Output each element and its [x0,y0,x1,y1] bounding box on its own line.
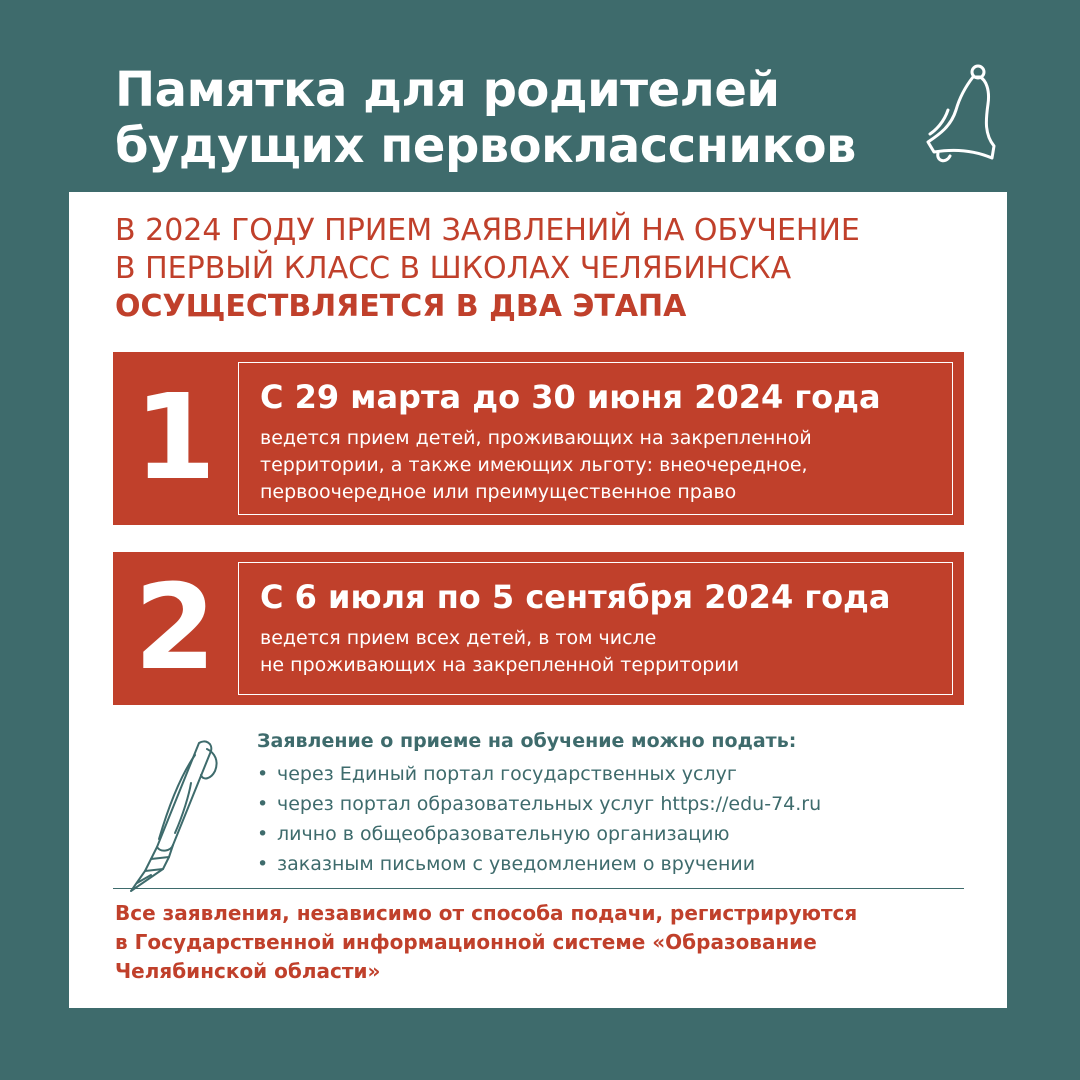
list-item [257,849,821,879]
intro-line-2: В ПЕРВЫЙ КЛАСС В ШКОЛАХ ЧЕЛЯБИНСКА [115,251,792,286]
info-card [69,192,1007,1008]
bullet: • [257,763,269,785]
stage-1-block [113,352,964,525]
bullet: • [257,823,269,845]
page-title [115,62,856,174]
stage-2-date: С 6 июля по 5 сентября 2024 года [260,578,891,616]
footer-line: Челябинской области» [115,959,381,983]
stage-1-desc-line: территории, а также имеющих льготу: внеочередное, [260,454,808,476]
intro-text [115,212,860,326]
list-item-text: через Единый портал государственных услуг [277,763,737,785]
stage-1-box [238,362,953,515]
stage-2-box [238,562,953,695]
apply-title: Заявление о приеме на обучение можно подать: [257,730,797,752]
intro-line-1: В 2024 ГОДУ ПРИЕМ ЗАЯВЛЕНИЙ НА ОБУЧЕНИЕ [115,213,860,248]
stage-2-desc-line: не проживающих на закрепленной территории [260,654,739,676]
bullet: • [257,853,269,875]
stage-1-description [260,425,812,506]
footer-note [115,899,857,986]
bell-icon [918,60,1000,166]
list-item-text: лично в общеобразовательную организацию [277,823,730,845]
fountain-pen-icon [111,735,231,893]
intro-line-3: ОСУЩЕСТВЛЯЕТСЯ В ДВА ЭТАПА [115,289,687,324]
list-item [257,819,821,849]
list-item [257,759,821,789]
list-item [257,789,821,819]
stage-2-description [260,625,739,679]
stage-2-block [113,552,964,705]
stage-1-desc-line: первоочередное или преимущественное право [260,481,737,503]
divider [113,888,964,889]
bullet: • [257,793,269,815]
stage-1-number: 1 [133,368,217,506]
title-line-1: Памятка для родителей [115,62,780,118]
stage-1-desc-line: ведется прием детей, проживающих на закрепленной [260,427,812,449]
apply-methods-list [257,759,821,879]
list-item-text: через портал образовательных услуг https://edu-74.ru [277,793,822,815]
title-line-2: будущих первоклассников [115,118,856,174]
footer-line: Все заявления, независимо от способа подачи, регистрируются [115,901,858,925]
stage-1-date: С 29 марта до 30 июня 2024 года [260,378,881,416]
stage-2-number: 2 [133,558,217,696]
footer-line: в Государственной информационной системе «Образование [115,930,817,954]
list-item-text: заказным письмом с уведомлением о вручении [277,853,756,875]
stage-2-desc-line: ведется прием всех детей, в том числе [260,627,657,649]
